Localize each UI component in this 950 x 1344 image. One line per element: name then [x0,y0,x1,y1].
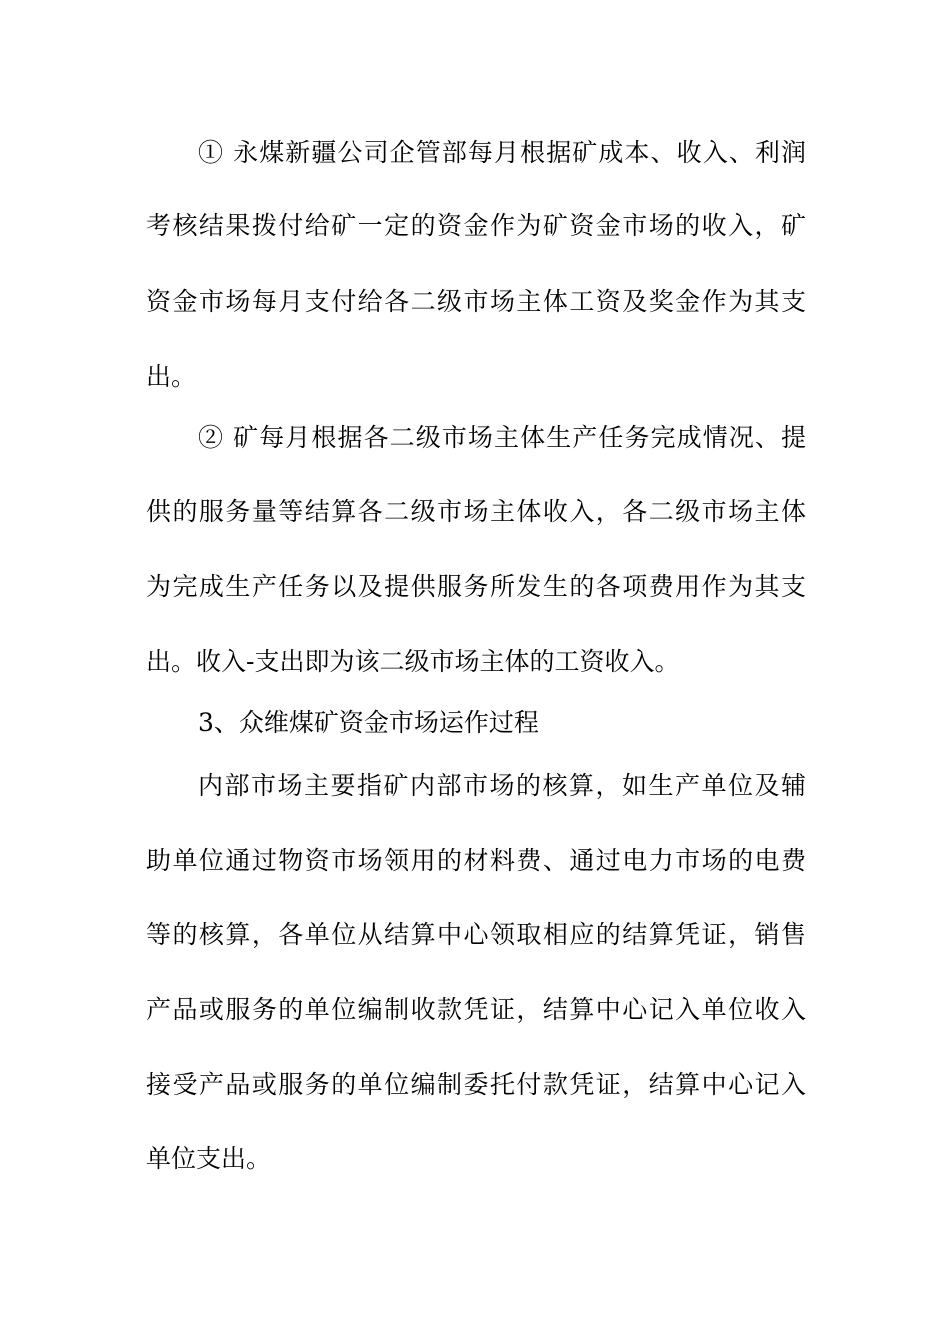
paragraph-3-line-4: 产品或服务的单位编制收款凭证，结算中心记入单位收入 [146,995,806,1024]
paragraph-2-line-2: 供的服务量等结算各二级市场主体收入，各二级市场主体 [146,497,806,526]
paragraph-2-line-4: 出。收入-支出即为该二级市场主体的工资收入。 [146,647,680,676]
paragraph-3-line-5: 接受产品或服务的单位编制委托付款凭证，结算中心记入 [146,1070,806,1099]
paragraph-1-line-2: 考核结果拨付给矿一定的资金作为矿资金市场的收入，矿 [146,211,806,240]
paragraph-3-line-3: 等的核算，各单位从结算中心领取相应的结算凭证，销售 [146,920,806,949]
paragraph-2-line-3: 为完成生产任务以及提供服务所发生的各项费用作为其支 [146,572,806,601]
paragraph-1-line-1: ① 永煤新疆公司企管部每月根据矿成本、收入、利润 [198,138,806,167]
paragraph-1-line-4: 出。 [146,362,197,391]
paragraph-1-line-3: 资金市场每月支付给各二级市场主体工资及奖金作为其支 [146,287,806,316]
paragraph-2-line-1: ② 矿每月根据各二级市场主体生产任务完成情况、提 [198,423,806,452]
paragraph-3-line-6: 单位支出。 [146,1144,272,1173]
paragraph-3-line-2: 助单位通过物资市场领用的材料费、通过电力市场的电费 [146,846,806,875]
section-heading: 3、众维煤矿资金市场运作过程 [198,708,539,737]
paragraph-3-line-1: 内部市场主要指矿内部市场的核算，如生产单位及辅 [198,771,806,800]
